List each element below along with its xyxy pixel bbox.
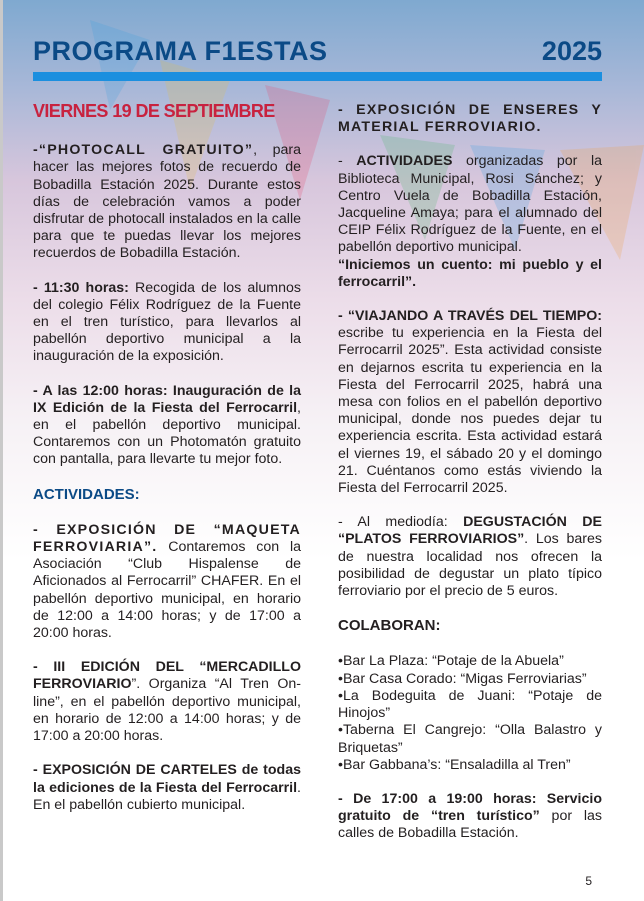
recogida-bold: - 11:30 horas:	[33, 279, 129, 296]
tren-bold: - De 17:00 a 19:00 horas: Servicio gratuito de “tren turístico”	[338, 790, 602, 825]
photocall-text: , para hacer las mejores fotos de recuerdo de Bobadilla Estación 2025. Durante estos días de celebración vamos a poder disfrutar de photocall instalados en la calle para que te puedas llevar los mejores recuerdos de Bobadilla Estación.	[33, 142, 301, 262]
maqueta-bold: - EXPOSICIÓN DE “MAQUETA FERROVIARIA”.	[33, 521, 301, 556]
tren-paragraph	[338, 791, 602, 843]
day-title: VIERNES 19 DE SEPTIEMBRE	[33, 101, 275, 121]
actividades-prefix: -	[338, 153, 357, 170]
degustacion-paragraph	[338, 514, 602, 600]
header-divider	[33, 72, 602, 81]
actividades-text: organizadas por la Biblioteca Municipal, Rosi Sánchez; y Centro Vuela de Bobadilla Estación, Jacqueline Amaya; para el alumnado del CEIP Félix Rodríguez de la Fuente, en el pabellón deportivo municipal.	[338, 153, 603, 256]
enseres-paragraph	[338, 102, 602, 136]
mercadillo-paragraph	[33, 659, 301, 745]
photocall-bold: -“PHOTOCALL GRATUITO”	[33, 142, 254, 159]
actividades-heading: ACTIVIDADES:	[33, 485, 140, 503]
right-column	[338, 100, 602, 860]
page-title: PROGRAMA F1ESTAS	[33, 36, 328, 66]
colaboran-item: •La Bodeguita de Juani: “Potaje de Hinojos”	[338, 687, 602, 722]
left-column	[33, 100, 301, 831]
tren-text: por las calles de Bobadilla Estación.	[338, 808, 603, 842]
colaboran-item: •Bar Gabbana’s: “Ensaladilla al Tren”	[338, 756, 571, 773]
recogida-paragraph	[33, 280, 301, 366]
header-year: 2025	[541, 36, 602, 66]
colaboran-item: •Bar La Plaza: “Potaje de la Abuela”	[338, 653, 564, 670]
mercadillo-text: ”. Organiza “Al Tren On-line”, en el pabellón deportivo municipal, en horario de 12:00 a 14:00 horas; y de 17:00 a 20:00 horas.	[33, 676, 301, 745]
carteles-text: . En el pabellón cubierto municipal.	[33, 779, 301, 813]
degustacion-prefix: - Al mediodía:	[338, 514, 464, 531]
degustacion-text: . Los bares de nuestra localidad nos ofrecen la posibilidad de degustar un plato típico ferroviario por el precio de 5 euros.	[338, 531, 602, 600]
viajando-text: escribe tu experiencia en la Fiesta del Ferrocarril 2025”. Esta actividad consiste en dejarnos escrita tu experiencia en la Fiesta del Ferrocarril 2025, habrá una mesa con folios en el pabellón deportivo municipal, donde nos puedes dejar tu experiencia escrita. Esta actividad estará el viernes 19, el sábado 20 y el domingo 21. Cuéntanos como estás viviendo la Fiesta del Ferrocarril 2025.	[338, 325, 602, 497]
actividades-bold: ACTIVIDADES	[356, 153, 453, 170]
colaboran-item: •Bar Casa Corado: “Migas Ferroviarias”	[338, 670, 587, 687]
actividades-paragraph	[338, 153, 602, 291]
maqueta-paragraph	[33, 522, 301, 642]
viajando-bold: - “VIAJANDO A TRAVÉS DEL TIEMPO:	[338, 308, 602, 325]
inauguracion-bold: - A las 12:00 horas: Inauguración de la IX Edición de la Fiesta del Ferrocarril	[33, 382, 301, 416]
carteles-bold: - EXPOSICIÓN DE CARTELES de todas la ediciones de la Fiesta del Ferrocarril	[33, 762, 301, 796]
degustacion-bold: DEGUSTACIÓN DE “PLATOS FERROVIARIOS”	[338, 514, 602, 548]
inauguracion-text: , en el pabellón deportivo municipal. Contaremos con un Photomatón gratuito con pantalla, para llevarte tu mejor foto.	[33, 399, 301, 468]
colaboran-list	[338, 653, 602, 773]
maqueta-text: Contaremos con la Asociación “Club Hispalense de Aficionados al Ferrocarril” CHAFER. En el pabellón deportivo municipal, en horario de 12:00 a 14:00 horas; y de 17:00 a 20:00 horas.	[33, 539, 301, 642]
page-left-border	[0, 0, 3, 901]
inauguracion-paragraph	[33, 383, 301, 469]
carteles-paragraph	[33, 762, 301, 814]
page-number: 5	[585, 874, 592, 888]
enseres-bold: - EXPOSICIÓN DE ENSERES Y MATERIAL FERROVIARIO.	[338, 102, 602, 136]
photocall-paragraph	[33, 142, 301, 262]
mercadillo-bold: - III EDICIÓN DEL “MERCADILLO FERROVIARIO	[33, 659, 301, 693]
recogida-text: Recogida de los alumnos del colegio Félix Rodríguez de la Fuente en el tren turístico, para llevarlos al pabellón deportivo municipal a la inauguración de la exposición.	[33, 279, 301, 365]
cuento-title: “Iniciemos un cuento: mi pueblo y el ferrocarril”.	[338, 256, 602, 290]
colaboran-item: •Taberna El Cangrejo: “Olla Balastro y Briquetas”	[338, 722, 602, 756]
viajando-paragraph	[338, 308, 602, 497]
colaboran-heading: COLABORAN:	[338, 617, 441, 635]
